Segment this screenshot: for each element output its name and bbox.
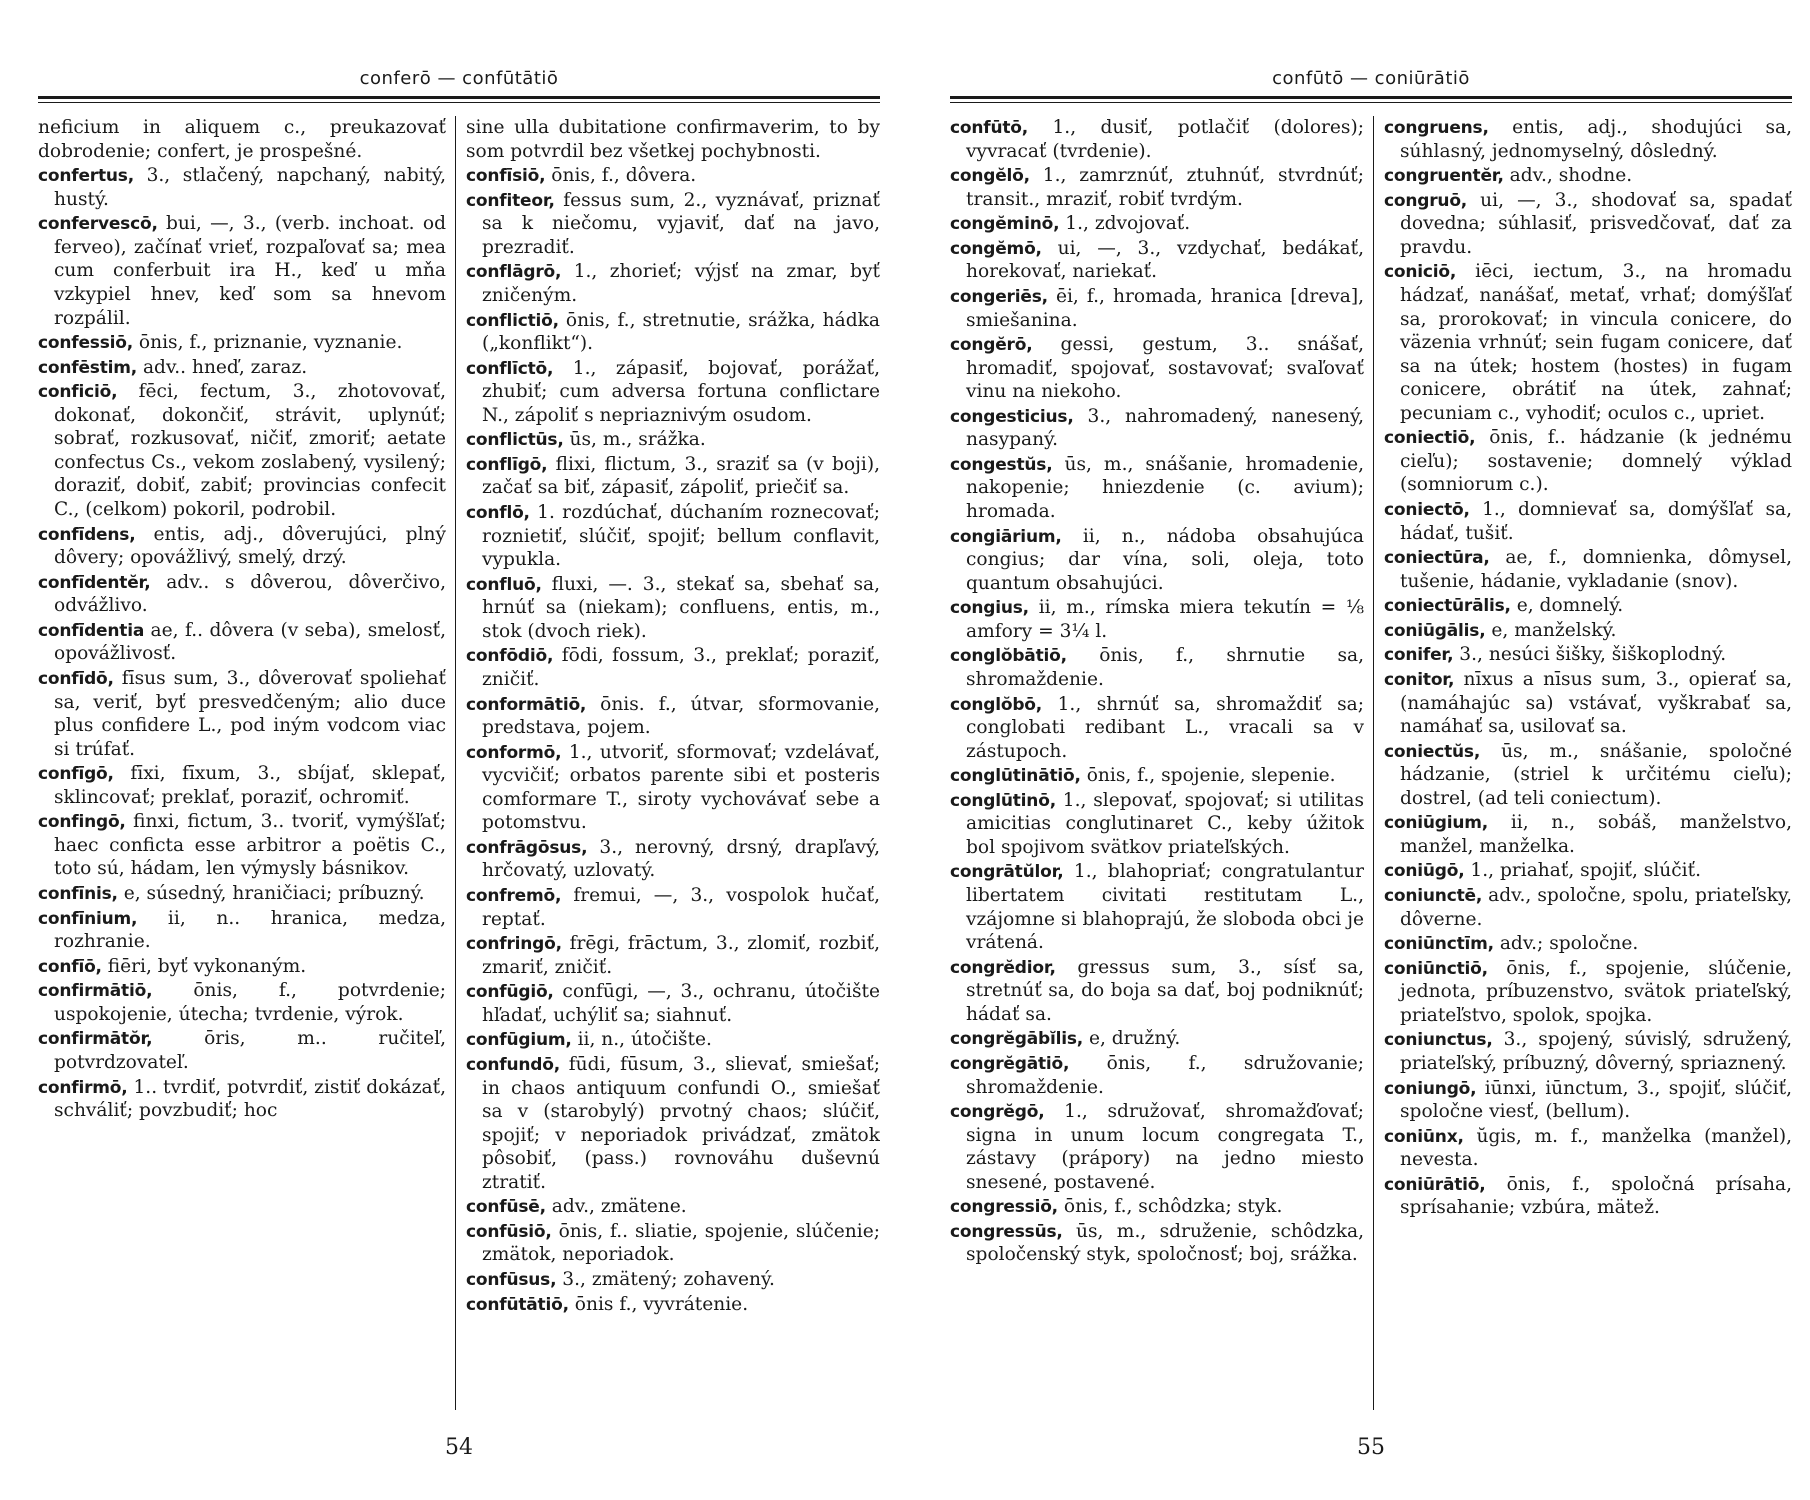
dictionary-entry	[950, 212, 1364, 236]
entry-headword: congĕrō,	[950, 335, 1033, 356]
dictionary-entry	[1384, 668, 1792, 739]
entry-definition: fremui, —, 3., vospolok hučať, reptať.	[482, 885, 880, 930]
entry-headword: conglŏbātiō,	[950, 646, 1067, 667]
dictionary-entry	[466, 1268, 880, 1292]
entry-definition: adv., spoločne, spolu, priateľsky, dôverne.	[1400, 885, 1792, 930]
entry-definition: ōnis, f., dôvera.	[551, 165, 697, 187]
dictionary-entry	[38, 331, 446, 355]
entry-definition: nīxus a nīsus sum, 3., opierať sa, (namáhajúc sa) vstávať, vyškrabať sa, namáhať sa, usilovať sa.	[1400, 668, 1792, 738]
dictionary-entry	[1384, 498, 1792, 545]
entry-definition: fūdi, fūsum, 3., slievať, smiešať; in chaos antiquum confundi O., smiešať sa v (starobylý) prvotný chaos; slúčiť, spojiť; v neporiadok privádzať, zmätok pôsobiť, (pass.) rovnováhu duševnú ztratiť.	[482, 1053, 880, 1193]
dictionary-entry	[38, 1027, 446, 1074]
dictionary-entry	[38, 955, 446, 979]
entry-definition: finxi, fictum, 3.. tvoriť, vymýšľať; haec conficta esse arbitror a poëtis C., toto sú, hádam, len výmysly básnikov.	[54, 811, 446, 880]
entry-headword: conflīgō,	[466, 454, 548, 475]
entry-headword: congestŭs,	[950, 454, 1053, 475]
dictionary-entry	[1384, 811, 1792, 858]
entry-definition: fluxi, —. 3., stekať sa, sbehať sa, hrnúť sa (niekam); confluens, entis, m., stok (dvoch riek).	[482, 573, 880, 642]
dictionary-entry	[466, 741, 880, 835]
entry-definition: ūs, m., snášanie, spoločné hádzanie, (striel k určitému cieľu); dostrel, (ad teli coniectum).	[1400, 740, 1792, 809]
entry-headword: confrāgōsus,	[466, 837, 588, 858]
dictionary-entry	[950, 116, 1364, 163]
dictionary-entry	[466, 1053, 880, 1194]
entry-definition: iūnxi, iūnctum, 3., spojiť, slúčiť, spoločne viesť, (bellum).	[1400, 1077, 1792, 1123]
dictionary-entry	[38, 212, 446, 330]
dictionary-entry	[466, 644, 880, 691]
entry-headword: coniectō,	[1384, 500, 1470, 520]
dictionary-column	[1384, 116, 1792, 1410]
entry-headword: confluō,	[466, 574, 542, 595]
dictionary-entry	[950, 596, 1364, 643]
entry-definition: ōnis, f., stretnutie, srážka, hádka („konflikt“).	[482, 309, 880, 355]
dictionary-entry	[950, 644, 1364, 691]
dictionary-entry	[950, 1052, 1364, 1099]
entry-headword: coniūrātiō,	[1384, 1174, 1486, 1195]
entry-definition: adv.; spoločne.	[1499, 933, 1639, 955]
entry-headword: congrĕgō,	[950, 1102, 1045, 1123]
entry-headword: confīnis,	[38, 884, 118, 904]
entry-headword: conformātiō,	[466, 694, 587, 715]
entry-headword: coniūnx,	[1384, 1126, 1464, 1147]
dictionary-column	[38, 116, 446, 1410]
entry-headword: coniūgium,	[1384, 813, 1489, 834]
entry-definition: ii, n., útočište.	[577, 1029, 712, 1051]
dictionary-entry	[466, 884, 880, 931]
entry-headword: congrātŭlor,	[950, 862, 1064, 883]
entry-definition: adv.. hneď, zaraz.	[142, 356, 308, 378]
entry-headword: confingō,	[38, 812, 126, 833]
dictionary-entry	[950, 789, 1364, 860]
entry-definition: ui, —, 3., shodovať sa, spadať dovedna; súhlasiť, prisvedčovať, dať za pravdu.	[1400, 189, 1792, 258]
entry-headword: confundō,	[466, 1054, 560, 1075]
entry-definition: e, súsedný, hraničiaci; príbuzný.	[123, 883, 425, 904]
entry-headword: conglŏbō,	[950, 694, 1043, 715]
entry-headword: confīsiō,	[466, 166, 546, 187]
entry-definition: ae, f., domnienka, dômysel, tušenie, hádanie, vykladanie (snov).	[1400, 547, 1792, 592]
entry-definition: confūgi, —, 3., ochranu, útočište hľadať, uchýliť sa; siahnuť.	[482, 981, 880, 1026]
dictionary-entry	[38, 762, 446, 809]
dictionary-entry	[38, 164, 446, 211]
entry-headword: confūtātiō,	[466, 1294, 569, 1315]
entry-headword: conflō,	[466, 503, 530, 523]
entry-headword: confīnium,	[38, 908, 138, 929]
entry-definition: ōnis, f., potvrdenie; uspokojenie, útecha; tvrdenie, výrok.	[54, 980, 446, 1025]
entry-headword: confīdentia	[38, 620, 145, 641]
entry-definition: ōnis, f., shrnutie sa, shromaždenie.	[966, 645, 1364, 690]
entry-definition: 3., nesúci šišky, šiškoplodný.	[1459, 644, 1727, 666]
dictionary-entry	[950, 693, 1364, 764]
entry-headword: coniectūrālis,	[1384, 596, 1511, 617]
entry-definition: 1. rozdúchať, dúchaním roznecovať; roznietiť, slúčiť, spojiť; bellum conflavit, vypukla.	[482, 502, 880, 571]
entry-definition: adv., zmätene.	[551, 1196, 687, 1218]
dictionary-entry	[38, 667, 446, 761]
left-page	[38, 0, 880, 1500]
dictionary-entry	[38, 907, 446, 954]
entry-definition: ūs, m., sdruženie, schôdzka, spoločenský styk, spoločnosť; boj, srážka.	[966, 1220, 1364, 1266]
dictionary-entry	[38, 979, 446, 1026]
dictionary-entry	[466, 260, 880, 307]
entry-definition: ūs, m., snášanie, hromadenie, nakopenie; hniezdenie (c. avium); hromada.	[966, 453, 1364, 522]
entry-headword: conformō,	[466, 742, 562, 763]
entry-definition: adv.. s dôverou, dôverčivo, odvážlivo.	[54, 571, 446, 617]
dictionary-entry	[466, 453, 880, 500]
entry-headword: conflāgrō,	[466, 262, 562, 283]
entry-definition: 1., priahať, spojiť, slúčiť.	[1470, 860, 1702, 882]
entry-definition: 3., nahromadený, nanesený, nasypaný.	[966, 405, 1364, 451]
entry-headword: confessiō,	[38, 333, 133, 354]
dictionary-entry	[1384, 1077, 1792, 1124]
entry-headword: coniciō,	[1384, 262, 1457, 283]
dictionary-entry	[950, 333, 1364, 404]
entry-definition: 1., domnievať sa, domýšľať sa, hádať, tušiť.	[1400, 499, 1792, 544]
entry-definition: fōdi, fossum, 3., preklať; poraziť, zničiť.	[482, 645, 880, 690]
entry-definition: ii, n., nádoba obsahujúca congius; dar vína, soli, oleja, toto quantum obsahujúci.	[966, 525, 1364, 594]
entry-definition: ōnis, f.. hádzanie (k jednému cieľu); sostavenie; domnelý výklad (somniorum c.).	[1400, 427, 1792, 496]
entry-headword: coniectūra,	[1384, 548, 1490, 569]
entry-headword: conitor,	[1384, 669, 1455, 690]
entry-definition: fīsus sum, 3., dôverovať spoliehať sa, veriť, byť presvedčeným; alio duce plus confidere L., pod iným vodcom viac si trúfať.	[54, 667, 446, 760]
dictionary-entry	[950, 405, 1364, 452]
dictionary-entry	[1384, 164, 1792, 188]
entry-definition: ōnis, f., spojenie, slúčenie, jednota, príbuzenstvo, svätok priateľský, priateľstvo, spolok, spojka.	[1400, 957, 1792, 1026]
entry-definition: ōnis f., vyvrátenie.	[574, 1293, 749, 1315]
entry-definition: e, domnelý.	[1516, 595, 1624, 617]
dictionary-entry	[466, 1220, 880, 1267]
entry-definition: fessus sum, 2., vyznávať, priznať sa k niečomu, vyjaviť, dať na javo, prezradiť.	[482, 189, 880, 258]
dictionary-entry	[1384, 116, 1792, 163]
entry-definition: e, manželský.	[1491, 619, 1617, 641]
entry-definition: 1., zamrznúť, ztuhnúť, stvrdnúť; transit., mraziť, robiť tvrdým.	[966, 165, 1364, 210]
entry-definition: 3., nerovný, drsný, drapľavý, hrčovatý, uzlovatý.	[482, 836, 880, 882]
entry-definition: ēi, f., hromada, hranica [dreva], smiešanina.	[966, 285, 1364, 331]
dictionary-entry	[466, 428, 880, 452]
entry-definition: ōnis, f.. sliatie, spojenie, slúčenie; zmätok, neporiadok.	[482, 1220, 880, 1266]
entry-headword: coniūgō,	[1384, 861, 1465, 882]
dictionary-entry	[466, 836, 880, 883]
entry-headword: confēstim,	[38, 357, 138, 378]
entry-headword: congiārium,	[950, 526, 1062, 547]
dictionary-entry	[466, 1195, 880, 1219]
entry-definition: ōnis, f., spoločná prísaha, sprísahanie; vzbúra, mätež.	[1400, 1173, 1792, 1219]
dictionary-entry	[1384, 643, 1792, 667]
running-head: confūtō — coniūrātiō	[1272, 68, 1470, 89]
dictionary-entry	[1384, 189, 1792, 260]
entry-definition: ōnis. f., útvar, sformovanie, predstava, pojem.	[482, 693, 880, 739]
dictionary-entry	[1384, 1125, 1792, 1172]
dictionary-entry	[466, 932, 880, 979]
dictionary-entry	[1384, 740, 1792, 811]
entry-definition: 3., zmätený; zohavený.	[562, 1269, 775, 1290]
dictionary-entry	[1384, 1028, 1792, 1075]
entry-definition: 1., zápasiť, bojovať, porážať, zhubiť; cum adversa fortuna conflictare N., zápoliť s nepriaznivým osudom.	[482, 357, 880, 426]
running-head: conferō — confūtātiō	[359, 68, 559, 89]
entry-headword: confiteor,	[466, 190, 555, 211]
dictionary-entry	[38, 810, 446, 881]
entry-headword: congruens,	[1384, 118, 1489, 138]
entry-headword: coniūnctiō,	[1384, 958, 1488, 979]
entry-definition: frēgi, frāctum, 3., zlomiť, rozbiť, zmariť, zničiť.	[482, 933, 880, 978]
dictionary-entry	[466, 501, 880, 572]
entry-headword: congruō,	[1384, 190, 1468, 211]
entry-definition: gessi, gestum, 3.. snášať, hromadiť, spojovať, sostavovať; svaľovať vinu na niekoho.	[966, 334, 1364, 403]
entry-definition: fīxi, fīxum, 3., sbíjať, sklepať, sklincovať; preklať, poraziť, ochromiť.	[54, 763, 446, 808]
entry-headword: confūtō,	[950, 118, 1029, 138]
dictionary-entry	[466, 189, 880, 260]
dictionary-entry	[1384, 594, 1792, 618]
entry-definition: 1., zhorieť; výjsť na zmar, byť zničeným.	[482, 261, 880, 306]
dictionary-entry	[466, 357, 880, 428]
entry-definition: ōnis, f., schôdzka; styk.	[1063, 1196, 1283, 1218]
entry-headword: conglūtinō,	[950, 790, 1056, 811]
dictionary-entry	[1384, 859, 1792, 883]
entry-definition: fiēri, byť vykonaným.	[107, 955, 307, 977]
entry-headword: confertus,	[38, 166, 134, 187]
entry-definition: ūs, m., srážka.	[569, 429, 706, 451]
dictionary-entry	[38, 619, 446, 666]
entry-headword: congĕminō,	[950, 214, 1060, 235]
dictionary-column	[466, 116, 880, 1410]
dictionary-entry	[1384, 619, 1792, 643]
entry-definition: flixi, flictum, 3., sraziť sa (v boji), začať sa biť, zápasiť, zápoliť, priečiť sa.	[482, 453, 880, 499]
entry-headword: conflictūs,	[466, 430, 564, 451]
entry-headword: conflīctō,	[466, 358, 554, 379]
entry-headword: congruentĕr,	[1384, 166, 1504, 187]
dictionary-entry	[466, 980, 880, 1027]
dictionary-entry	[950, 164, 1364, 211]
dictionary-entry	[1384, 957, 1792, 1028]
dictionary-entry	[38, 523, 446, 570]
column-divider	[455, 116, 456, 1410]
entry-definition: ōris, m.. ručiteľ, potvrdzovateľ.	[54, 1028, 446, 1073]
entry-headword: confīdō,	[38, 668, 114, 689]
entry-headword: coniunctē,	[1384, 886, 1483, 906]
dictionary-entry	[950, 1027, 1364, 1051]
entry-headword: confūsē,	[466, 1197, 546, 1218]
dictionary-entry	[38, 1076, 446, 1123]
dictionary-entry	[466, 693, 880, 740]
entry-definition: ae, f.. dôvera (v seba), smelosť, opovážlivosť.	[54, 619, 446, 665]
dictionary-entry	[1384, 546, 1792, 593]
entry-headword: confīdentĕr,	[38, 572, 151, 593]
entry-definition: 3., stlačený, napchaný, nabitý, hustý.	[54, 165, 446, 210]
entry-definition: 1., sdružovať, shromažďovať; signa in unum locum congregata T., zástavy (prápory) na jedno miesto snesené, postavené.	[966, 1101, 1364, 1193]
entry-headword: confūsus,	[466, 1270, 557, 1290]
entry-headword: confūgiō,	[466, 982, 554, 1003]
entry-headword: coniectiō,	[1384, 428, 1476, 449]
entry-headword: confirmātiō,	[38, 981, 153, 1002]
entry-headword: confūsiō,	[466, 1221, 552, 1242]
entry-headword: confūgium,	[466, 1030, 572, 1051]
entry-definition: ii, n.. hranica, medza, rozhranie.	[54, 907, 446, 953]
dictionary-entry	[950, 860, 1364, 954]
entry-headword: conficiō,	[38, 382, 118, 403]
entry-headword: confremō,	[466, 886, 562, 906]
entry-headword: confīō,	[38, 956, 102, 977]
page-number: 54	[445, 1435, 473, 1460]
entry-definition: neficium in aliquem c., preukazovať dobrodenie; confert, je prospešné.	[38, 117, 446, 162]
entry-definition: 1.. tvrdiť, potvrdiť, zistiť dokázať, schváliť; povzbudiť; hoc	[54, 1076, 446, 1122]
entry-headword: congesticius,	[950, 406, 1074, 427]
entry-headword: congressūs,	[950, 1221, 1063, 1242]
dictionary-entry	[950, 956, 1364, 1027]
column-divider	[1373, 116, 1374, 1410]
dictionary-entry	[38, 380, 446, 521]
entry-headword: confringō,	[466, 934, 562, 955]
entry-definition: 1., dusiť, potlačiť (dolores); vyvracať (tvrdenie).	[966, 117, 1364, 162]
entry-definition: ŭgis, m. f., manželka (manžel), nevesta.	[1400, 1125, 1792, 1171]
dictionary-entry	[950, 285, 1364, 332]
entry-definition: ōnis, f., spojenie, slepenie.	[1086, 765, 1336, 787]
dictionary-entry	[1384, 260, 1792, 425]
entry-headword: coniūnctīm,	[1384, 934, 1494, 955]
entry-headword: congrĕgābĭlis,	[950, 1029, 1084, 1050]
dictionary-entry	[38, 356, 446, 380]
entry-definition: e, družný.	[1088, 1028, 1181, 1050]
entry-definition: sine ulla dubitatione confirmaverim, to by som potvrdil bez všetkej pochybnosti.	[466, 117, 880, 162]
dictionary-entry	[1384, 932, 1792, 956]
entry-headword: coniunctus,	[1384, 1030, 1493, 1051]
entry-definition: 1., shrnúť sa, shromaždiť sa; conglobati redibant L., vracali sa v zástupoch.	[966, 693, 1364, 762]
dictionary-entry	[38, 571, 446, 618]
entry-headword: confirmō,	[38, 1077, 128, 1098]
entry-definition: entis, adj., dôverujúci, plný dôvery; opovážlivý, smelý, drzý.	[54, 523, 446, 569]
dictionary-entry	[466, 1028, 880, 1052]
right-page	[950, 0, 1792, 1500]
dictionary-entry	[38, 882, 446, 906]
entry-headword: conifer,	[1384, 645, 1454, 666]
dictionary-entry	[1384, 426, 1792, 497]
entry-definition: bui, —, 3., (verb. inchoat. od ferveo), začínať vrieť, rozpaľovať sa; mea cum conferbuit ira H., keď u mňa vzkypiel hnev, keď som sa hnevom rozpálil.	[54, 213, 446, 329]
entry-definition: fēci, fectum, 3., zhotovovať, dokonať, dokončiť, strávit, uplynúť; sobrať, rozkusovať, ničiť, zmoriť; aetate confectus Cs., vekom zoslabený, vysilený; doraziť, dobiť, zabiť; provincias confecit C., (celkom) pokoril, podrobil.	[54, 381, 446, 520]
entry-headword: coniungō,	[1384, 1078, 1477, 1099]
page-number: 55	[1357, 1435, 1385, 1460]
header-rule	[38, 96, 880, 99]
dictionary-entry	[466, 164, 880, 188]
dictionary-entry	[466, 1293, 880, 1317]
dictionary-entry	[1384, 1173, 1792, 1220]
entry-headword: congius,	[950, 598, 1029, 619]
entry-headword: confōdiō,	[466, 646, 554, 667]
dictionary-entry	[1384, 884, 1792, 931]
dictionary-column	[950, 116, 1364, 1410]
entry-headword: congeriēs,	[950, 286, 1048, 307]
entry-definition: 1., zdvojovať.	[1065, 213, 1191, 235]
entry-definition: 3., spojený, súvislý, sdružený, priateľský, príbuzný, dôverný, spriaznený.	[1400, 1029, 1792, 1074]
entry-headword: congĕmō,	[950, 238, 1042, 259]
entry-definition: 1., blahopriať; congratulantur libertatem civitati restitutam L., vzájomne si blahoprajú, že sloboda obci je vrátená.	[966, 861, 1364, 954]
dictionary-entry	[466, 309, 880, 356]
entry-headword: coniectŭs,	[1384, 741, 1481, 762]
dictionary-entry	[38, 116, 446, 163]
entry-definition: ōnis, f., sdružovanie; shromaždenie.	[966, 1052, 1364, 1098]
entry-definition: ōnis, f., priznanie, vyznanie.	[138, 332, 403, 354]
entry-definition: ui, —, 3., vzdychať, bedákať, horekovať, nariekať.	[966, 237, 1364, 283]
dictionary-entry	[466, 573, 880, 644]
entry-definition: gressus sum, 3., sísť sa, stretnúť sa, do boja sa dať, boj podniknúť; hádať sa.	[966, 956, 1364, 1025]
entry-definition: ii, m., rímska miera tekutín = ⅛ amfory = 3¼ l.	[966, 597, 1364, 642]
dictionary-entry	[466, 116, 880, 163]
dictionary-entry	[950, 453, 1364, 524]
entry-headword: confirmātŏr,	[38, 1029, 153, 1050]
entry-headword: conflictiō,	[466, 310, 559, 331]
entry-headword: congrĕgātiō,	[950, 1053, 1070, 1074]
dictionary-entry	[950, 1195, 1364, 1219]
entry-definition: ii, n., sobáš, manželstvo, manžel, manželka.	[1400, 812, 1792, 857]
entry-headword: confervescō,	[38, 214, 158, 235]
entry-headword: congressiō,	[950, 1197, 1058, 1218]
dictionary-entry	[950, 764, 1364, 788]
entry-headword: confīgō,	[38, 764, 114, 785]
entry-definition: entis, adj., shodujúci sa, súhlasný, jednomyselný, dôsledný.	[1400, 117, 1792, 162]
entry-headword: congĕlō,	[950, 166, 1030, 187]
dictionary-entry	[950, 525, 1364, 596]
entry-definition: adv., shodne.	[1509, 165, 1633, 187]
dictionary-entry	[950, 1100, 1364, 1194]
entry-headword: coniūgālis,	[1384, 620, 1486, 641]
header-rule	[950, 96, 1792, 99]
dictionary-entry	[950, 237, 1364, 284]
entry-headword: congrĕdior,	[950, 957, 1056, 978]
entry-headword: conglūtinātiō,	[950, 766, 1081, 787]
entry-definition: 1., slepovať, spojovať; si utilitas amicitias conglutinaret C., keby úžitok bol spojivom svätkov priateľských.	[966, 789, 1364, 858]
entry-definition: iēci, iectum, 3., na hromadu hádzať, nanášať, metať, vrhať; domýšľať sa, prorokovať; in vincula conicere, do väzenia vrhnúť; sein fugam conicere, dať sa na útek; hostem (hostes) in fugam conicere, obrátiť na útek, zahnať; pecuniam c., vyhodiť; oculos c., upriet.	[1400, 261, 1792, 424]
entry-headword: confīdens,	[38, 524, 136, 545]
dictionary-entry	[950, 1220, 1364, 1267]
entry-definition: 1., utvoriť, sformovať; vzdelávať, vycvičiť; orbatos parente sibi et posteris comformare T., siroty vychovávať sebe a potomstvu.	[482, 741, 880, 834]
